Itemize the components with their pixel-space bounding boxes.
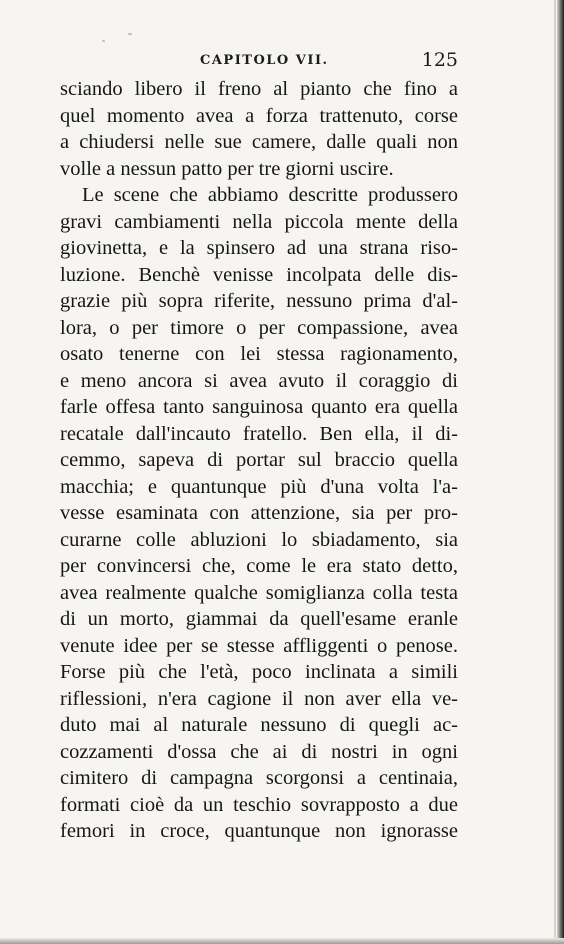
text-line: vesse esaminata con attenzione, sia per pro-	[60, 502, 458, 524]
text-line: curarne colle abluzioni lo sbiadamento, sia	[60, 528, 458, 551]
text-line: di un morto, giammai da quell'esame eranle	[60, 608, 458, 630]
text-line: osato tenerne con lei stessa ragionamento,	[60, 343, 458, 365]
text-line: lora, o per timore o per compassione, avea	[60, 316, 458, 339]
page-edge-right	[557, 0, 564, 944]
body-text	[60, 76, 458, 845]
text-line: avea realmente qualche somiglianza colla testa	[60, 581, 458, 604]
paragraph-start-line: Le scene che abbiamo descritte produssero	[82, 184, 458, 206]
text-line: Forse più che l'età, poco inclinata a simili	[60, 661, 458, 683]
text-line: cimitero di campagna scorgonsi a centinaia,	[60, 767, 458, 789]
text-line: gravi cambiamenti nella piccola mente della	[60, 210, 458, 233]
text-line: per convincersi che, come le era stato detto,	[60, 555, 458, 577]
paper-speck	[102, 40, 105, 42]
running-head	[60, 49, 458, 73]
text-line: recatale dall'incauto fratello. Ben ella, il di-	[60, 422, 458, 445]
text-line: sciando libero il freno al pianto che fino a	[60, 78, 458, 100]
running-title: CAPITOLO VII.	[200, 53, 329, 68]
page-edge-bottom	[0, 938, 564, 944]
text-line: cozzamenti d'ossa che ai di nostri in ogni	[60, 740, 458, 763]
text-line: duto mai al naturale nessuno di quegli ac-	[60, 714, 458, 736]
text-line: volle a nessun patto per tre giorni uscire.	[60, 157, 394, 180]
text-line: femori in croce, quantunque non ignorasse	[60, 820, 458, 842]
text-line: formati cioè da un teschio sovrapposto a due	[60, 793, 458, 816]
page-gutter-shadow	[554, 0, 556, 944]
text-line: e meno ancora si avea avuto il coraggio di	[60, 369, 458, 392]
paper-speck	[128, 33, 132, 35]
text-line: macchia; e quantunque più d'una volta l'a-	[60, 475, 458, 498]
text-line: luzione. Benchè venisse incolpata delle dis-	[60, 263, 458, 286]
text-line: grazie più sopra riferite, nessuno prima d'al-	[60, 290, 458, 312]
text-line: cemmo, sapeva di portar sul braccio quella	[60, 449, 458, 471]
text-line: riflessioni, n'era cagione il non aver ella ve-	[60, 687, 458, 710]
text-line: farle offesa tanto sanguinosa quanto era quella	[60, 396, 458, 418]
text-line: quel momento avea a forza trattenuto, corse	[60, 104, 458, 127]
text-line: venute idee per se stesse affliggenti o penose.	[60, 634, 458, 657]
page-number: 125	[421, 49, 458, 71]
text-line: a chiudersi nelle sue camere, dalle quali non	[60, 131, 458, 153]
text-line: giovinetta, e la spinsero ad una strana riso-	[60, 237, 458, 259]
